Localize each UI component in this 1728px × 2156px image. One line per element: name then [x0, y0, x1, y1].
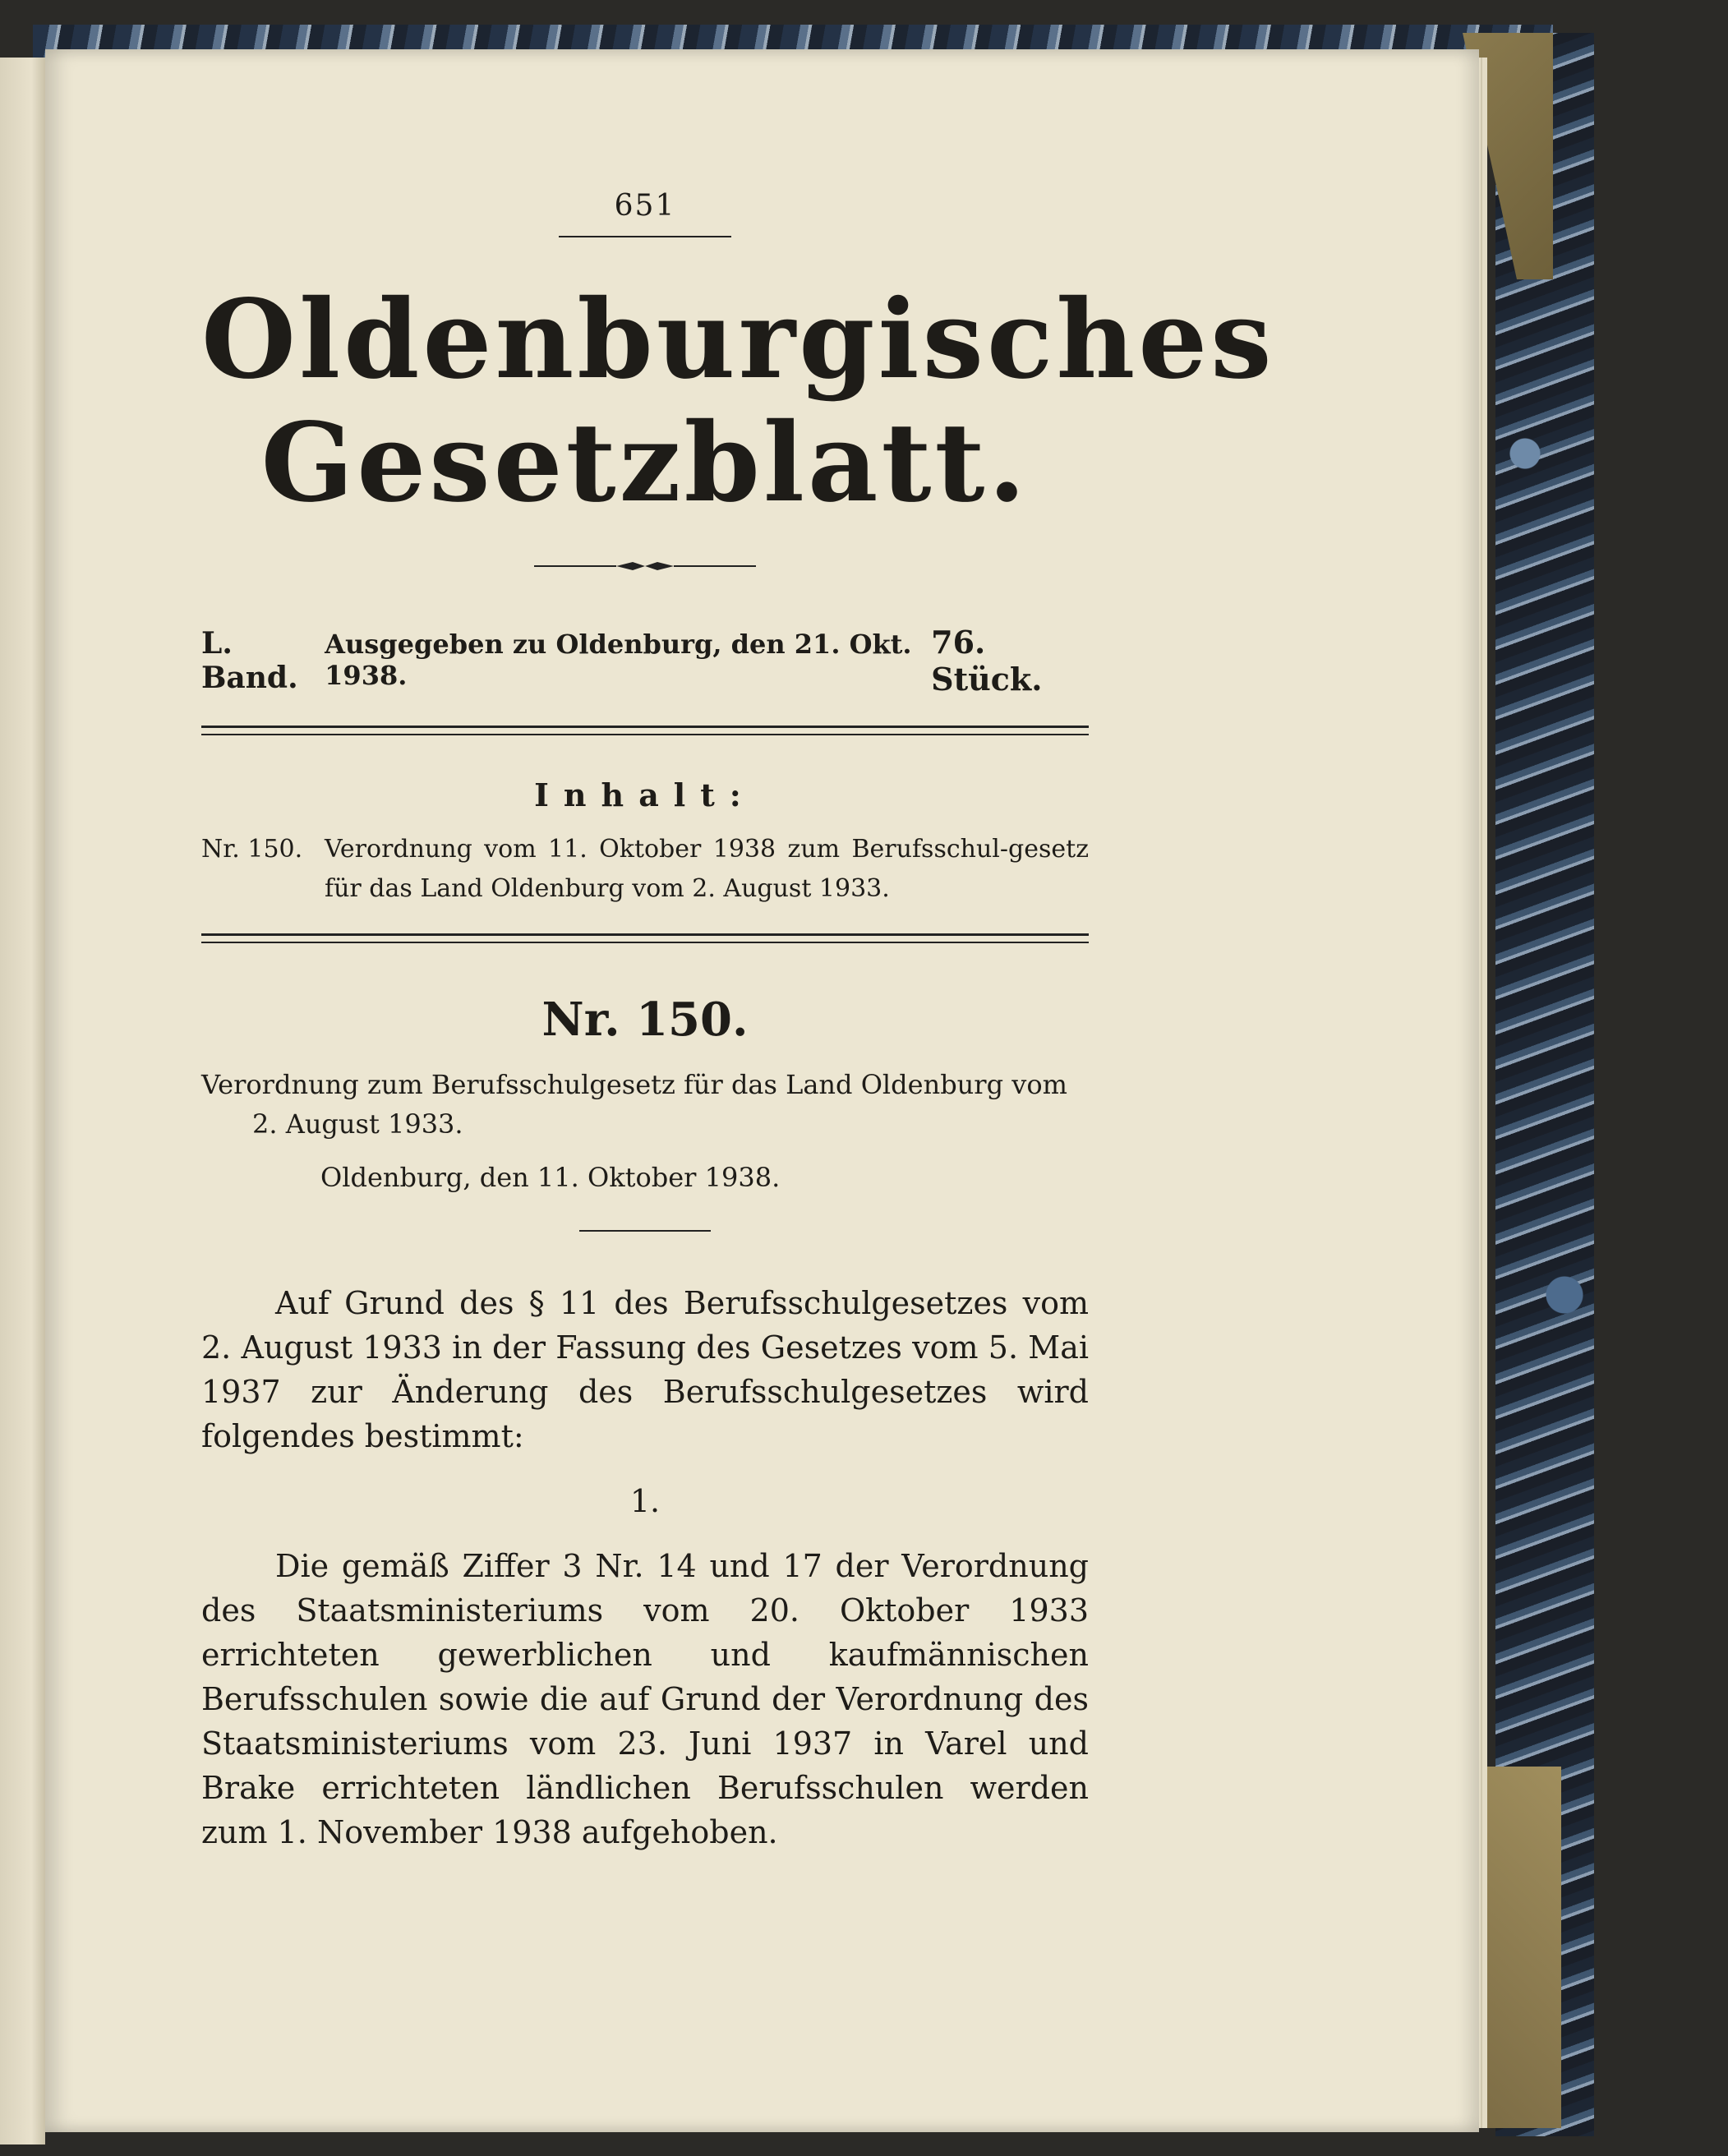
short-rule	[579, 1230, 711, 1232]
masthead-line-1: Oldenburgisches	[201, 276, 1275, 403]
masthead-line-2: Gesetzblatt.	[260, 399, 1030, 527]
issue-date: Ausgegeben zu Oldenburg, den 21. Okt. 1938.	[325, 629, 912, 691]
ornament-icon	[534, 558, 756, 574]
decree-preamble: Auf Grund des § 11 des Berufsschulgesetzes vom 2. August 1933 in der Fassung des Gesetzes vom 5. Mai 1937 zur Änderung des Berufsschulgesetzes wird folgendes bestimmt:	[201, 1285, 1089, 1454]
decree-place-date: Oldenburg, den 11. Oktober 1938.	[320, 1162, 781, 1193]
contents-heading: Inhalt:	[534, 776, 756, 813]
issue-line	[201, 624, 1089, 698]
contents-entry	[201, 830, 1089, 909]
contents-entry-text: Verordnung vom 11. Oktober 1938 zum Berufsschul-gesetz für das Land Oldenburg vom 2. August 1933.	[325, 835, 1089, 903]
volume-label: L. Band.	[201, 626, 298, 695]
double-rule-top	[201, 726, 1089, 735]
masthead	[201, 276, 1275, 527]
page-number-rule	[559, 236, 731, 237]
decree-title	[201, 1065, 1089, 1144]
paragraph-number: 1.	[629, 1483, 661, 1519]
decree-title-line-1: Verordnung zum Berufsschulgesetz für das Land Oldenburg vom	[201, 1069, 1067, 1100]
double-rule-bottom	[201, 933, 1089, 943]
paragraph-text: Die gemäß Ziffer 3 Nr. 14 und 17 der Verordnung des Staatsministeriums vom 20. Oktober 1933 errichteten gewerblichen und kaufmännischen Berufsschulen sowie die auf Grund der Verordnung des Staatsministeriums vom 23. Juni 1937 in Varel und Brake errichteten ländlichen Berufsschulen werden zum 1. November 1938 aufgehoben.	[201, 1548, 1089, 1850]
page-content	[201, 189, 1275, 1854]
decree-number: Nr. 150.	[541, 993, 749, 1047]
left-page-edge	[0, 58, 45, 2144]
issue-number: 76. Stück.	[931, 624, 1043, 698]
page-number: 651	[614, 189, 676, 223]
decree-title-line-2: 2. August 1933.	[252, 1108, 463, 1140]
leather-corner-bottom	[1479, 1767, 1561, 2128]
contents-entry-number: Nr. 150.	[201, 835, 303, 864]
ornament-divider	[201, 558, 1089, 574]
